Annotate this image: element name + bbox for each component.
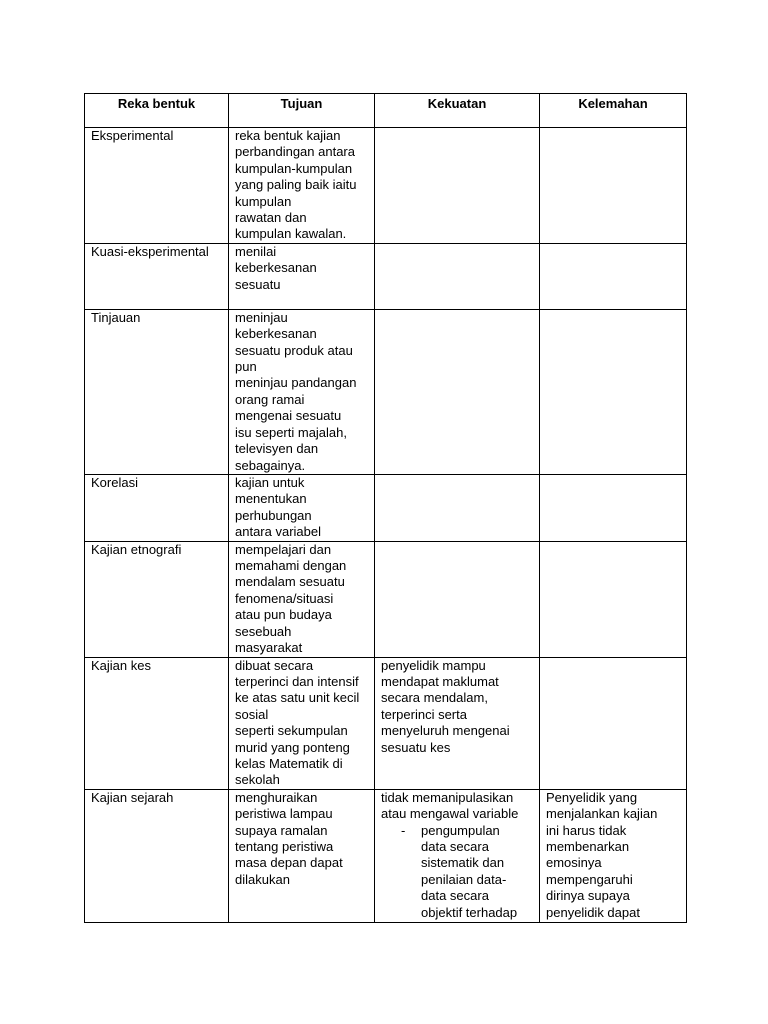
header-kelemahan: Kelemahan bbox=[540, 94, 687, 128]
cell-text: meninjau keberkesanan sesuatu produk atau pun meninjau pandangan orang ramai mengenai sesuatu isu seperti majalah, televisyen dan sebagainya. bbox=[235, 309, 357, 473]
table-row bbox=[85, 243, 687, 309]
cell-kekuatan bbox=[375, 789, 540, 922]
table-row bbox=[85, 309, 687, 474]
cell-kekuatan bbox=[375, 243, 540, 309]
cell-tujuan bbox=[229, 474, 375, 541]
cell-kekuatan bbox=[375, 541, 540, 657]
bullet-item bbox=[381, 823, 539, 921]
cell-reka-bentuk bbox=[85, 541, 229, 657]
table-row bbox=[85, 657, 687, 789]
cell-kekuatan bbox=[375, 128, 540, 244]
cell-text: Kuasi-eksperimental bbox=[91, 243, 209, 259]
cell-tujuan bbox=[229, 541, 375, 657]
header-reka-bentuk: Reka bentuk bbox=[85, 94, 229, 128]
header-tujuan: Tujuan bbox=[229, 94, 375, 128]
cell-kelemahan bbox=[540, 541, 687, 657]
cell-kekuatan bbox=[375, 309, 540, 474]
table-row bbox=[85, 474, 687, 541]
header-kekuatan: Kekuatan bbox=[375, 94, 540, 128]
bullet-dash: - bbox=[401, 822, 406, 838]
cell-text: Eksperimental bbox=[91, 128, 174, 143]
cell-text: Korelasi bbox=[91, 474, 138, 490]
cell-reka-bentuk bbox=[85, 657, 229, 789]
cell-kelemahan bbox=[540, 657, 687, 789]
cell-text: Kajian kes bbox=[91, 657, 151, 673]
cell-kelemahan bbox=[540, 309, 687, 474]
cell-text: dibuat secara terperinci dan intensif ke atas satu unit kecil sosial seperti sekumpulan murid yang ponteng kelas Matematik di sekolah bbox=[235, 657, 360, 788]
cell-text: kajian untuk menentukan perhubungan antara variabel bbox=[235, 474, 321, 540]
cell-tujuan bbox=[229, 309, 375, 474]
table-row bbox=[85, 128, 687, 244]
cell-tujuan bbox=[229, 789, 375, 922]
cell-kelemahan bbox=[540, 789, 687, 922]
cell-tujuan bbox=[229, 657, 375, 789]
cell-text: menghuraikan peristiwa lampau supaya ramalan tentang peristiwa masa depan dapat dilakukan bbox=[235, 789, 343, 887]
cell-text: mempelajari dan memahami dengan mendalam sesuatu fenomena/situasi atau pun budaya sesebuah masyarakat bbox=[235, 541, 347, 655]
table-row bbox=[85, 789, 687, 922]
table-header-row bbox=[85, 94, 687, 128]
cell-reka-bentuk bbox=[85, 128, 229, 244]
cell-text: Kajian sejarah bbox=[91, 789, 174, 805]
cell-text: tidak memanipulasikan atau mengawal variable bbox=[381, 789, 519, 822]
cell-tujuan bbox=[229, 128, 375, 244]
cell-kekuatan bbox=[375, 657, 540, 789]
bullet-text: pengumpulan data secara sistematik dan penilaian data- data secara objektif terhadap bbox=[421, 822, 518, 920]
cell-reka-bentuk bbox=[85, 243, 229, 309]
cell-kekuatan bbox=[375, 474, 540, 541]
cell-text: Penyelidik yang menjalankan kajian ini harus tidak membenarkan emosinya mempengaruhi dirinya supaya penyelidik dapat bbox=[546, 789, 658, 920]
cell-reka-bentuk bbox=[85, 789, 229, 922]
cell-text: menilai keberkesanan sesuatu bbox=[235, 243, 317, 292]
cell-text: Kajian etnografi bbox=[91, 541, 182, 557]
comparison-table bbox=[84, 93, 687, 923]
cell-kelemahan bbox=[540, 128, 687, 244]
cell-text: penyelidik mampu mendapat maklumat secara mendalam, terperinci serta menyeluruh mengenai sesuatu kes bbox=[381, 657, 510, 755]
cell-tujuan bbox=[229, 243, 375, 309]
cell-kelemahan bbox=[540, 243, 687, 309]
cell-reka-bentuk bbox=[85, 474, 229, 541]
cell-kelemahan bbox=[540, 474, 687, 541]
table-row bbox=[85, 541, 687, 657]
cell-text: reka bentuk kajian perbandingan antara kumpulan-kumpulan yang paling baik iaitu kumpulan rawatan dan kumpulan kawalan. bbox=[235, 128, 357, 242]
cell-text: Tinjauan bbox=[91, 309, 141, 325]
cell-reka-bentuk bbox=[85, 309, 229, 474]
